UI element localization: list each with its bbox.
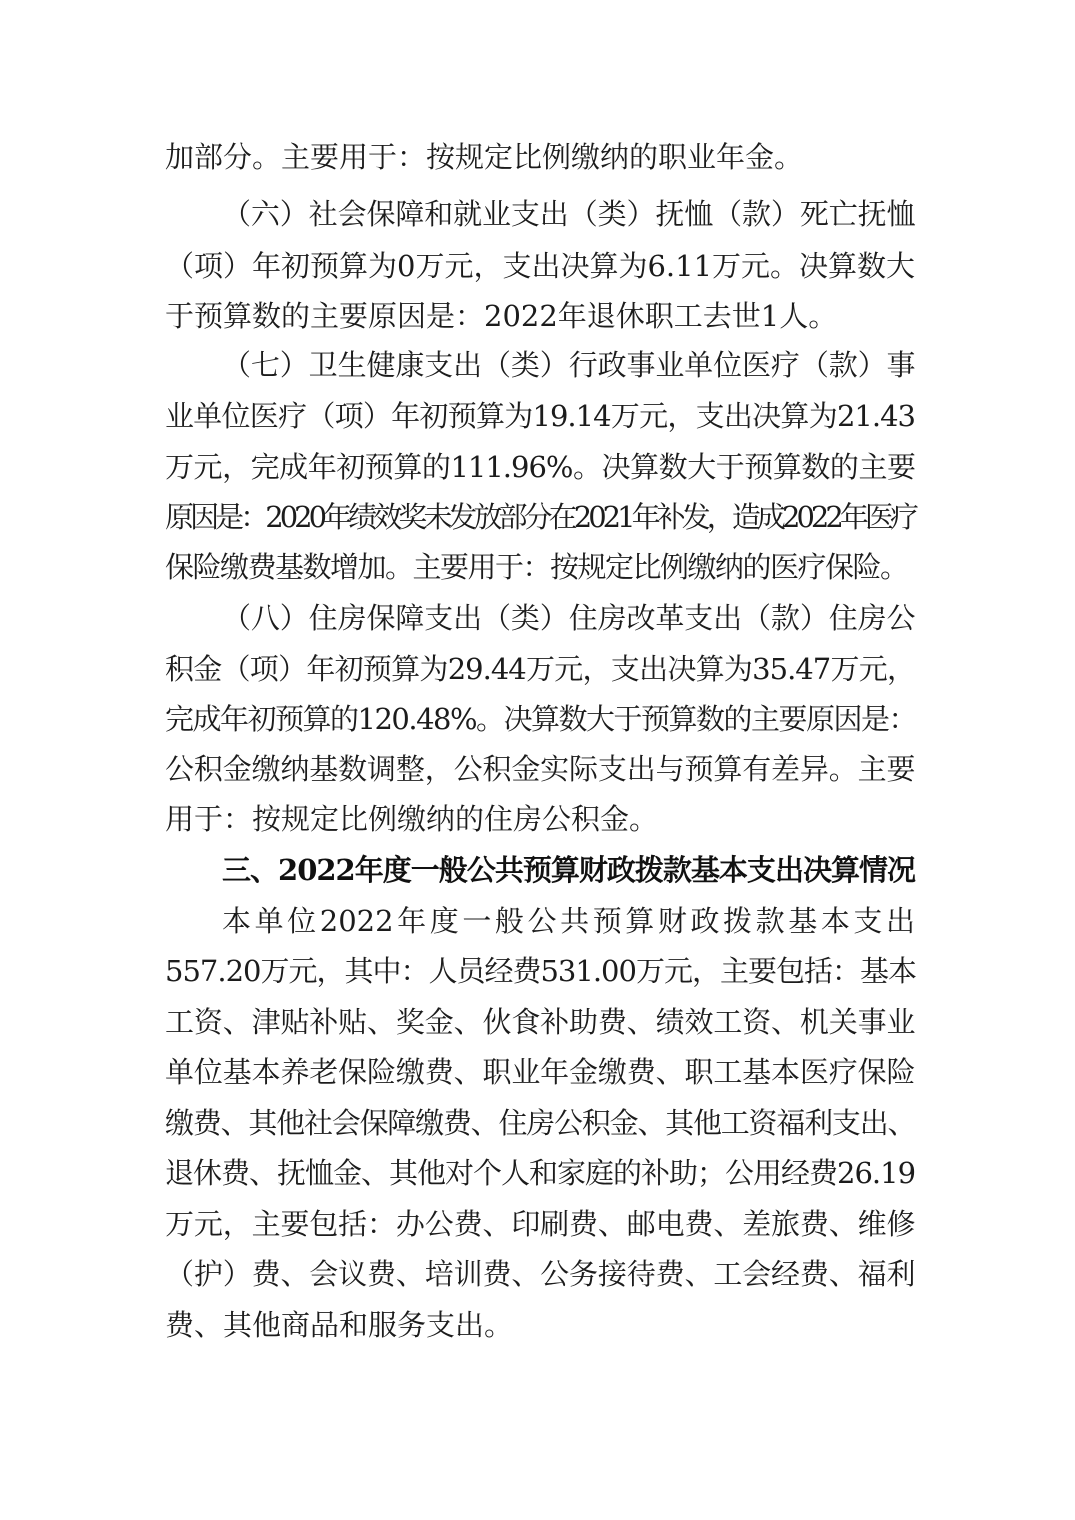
paragraph-7-line-3: 万元，完成年初预算的111.96%。决算数大于预算数的主要 (165, 450, 915, 484)
paragraph-9-line-6: 退休费、抚恤金、其他对个人和家庭的补助；公用经费26.19 (165, 1156, 916, 1190)
paragraph-9-line-5: 缴费、其他社会保障缴费、住房公积金、其他工资福利支出、 (165, 1106, 915, 1140)
paragraph-7-line-4: 原因是：2020年绩效奖未发放部分在2021年补发，造成2022年医疗 (165, 500, 915, 534)
paragraph-6-line-3: 于预算数的主要原因是：2022年退休职工去世1人。 (165, 299, 838, 333)
paragraph-7-line-1: （七）卫生健康支出（类）行政事业单位医疗（款）事 (222, 348, 915, 382)
paragraph-7-line-2: 业单位医疗（项）年初预算为19.14万元，支出决算为21.43 (165, 399, 915, 433)
paragraph-8-line-4: 公积金缴纳基数调整，公积金实际支出与预算有差异。主要 (165, 752, 915, 786)
paragraph-8-line-2: 积金（项）年初预算为29.44万元，支出决算为35.47万元， (165, 652, 915, 686)
paragraph-7-line-5: 保险缴费基数增加。主要用于：按规定比例缴纳的医疗保险。 (165, 550, 908, 584)
paragraph-6-line-1: （六）社会保障和就业支出（类）抚恤（款）死亡抚恤 (222, 197, 915, 231)
paragraph-9-line-2: 557.20万元，其中：人员经费531.00万元，主要包括：基本 (165, 954, 916, 988)
paragraph-8-line-5: 用于：按规定比例缴纳的住房公积金。 (165, 802, 659, 836)
section-heading: 三、2022年度一般公共预算财政拨款基本支出决算情况 (222, 853, 915, 887)
paragraph-9-line-8: （护）费、会议费、培训费、公务接待费、工会经费、福利 (165, 1257, 915, 1291)
paragraph-6-line-2: （项）年初预算为0万元，支出决算为6.11万元。决算数大 (165, 249, 916, 283)
paragraph-9-line-9: 费、其他商品和服务支出。 (165, 1308, 514, 1342)
paragraph-9-line-4: 单位基本养老保险缴费、职业年金缴费、职工基本医疗保险 (165, 1055, 915, 1089)
paragraph-8-line-1: （八）住房保障支出（类）住房改革支出（款）住房公 (222, 601, 915, 635)
paragraph-8-line-3: 完成年初预算的120.48%。决算数大于预算数的主要原因是： (165, 702, 917, 736)
paragraph-9-line-3: 工资、津贴补贴、奖金、伙食补助费、绩效工资、机关事业 (165, 1005, 915, 1039)
paragraph-9-line-1: 本单位2022年度一般公共预算财政拨款基本支出 (222, 904, 915, 938)
paragraph-9-line-7: 万元，主要包括：办公费、印刷费、邮电费、差旅费、维修 (165, 1207, 915, 1241)
text-line-1: 加部分。主要用于：按规定比例缴纳的职业年金。 (165, 140, 804, 174)
